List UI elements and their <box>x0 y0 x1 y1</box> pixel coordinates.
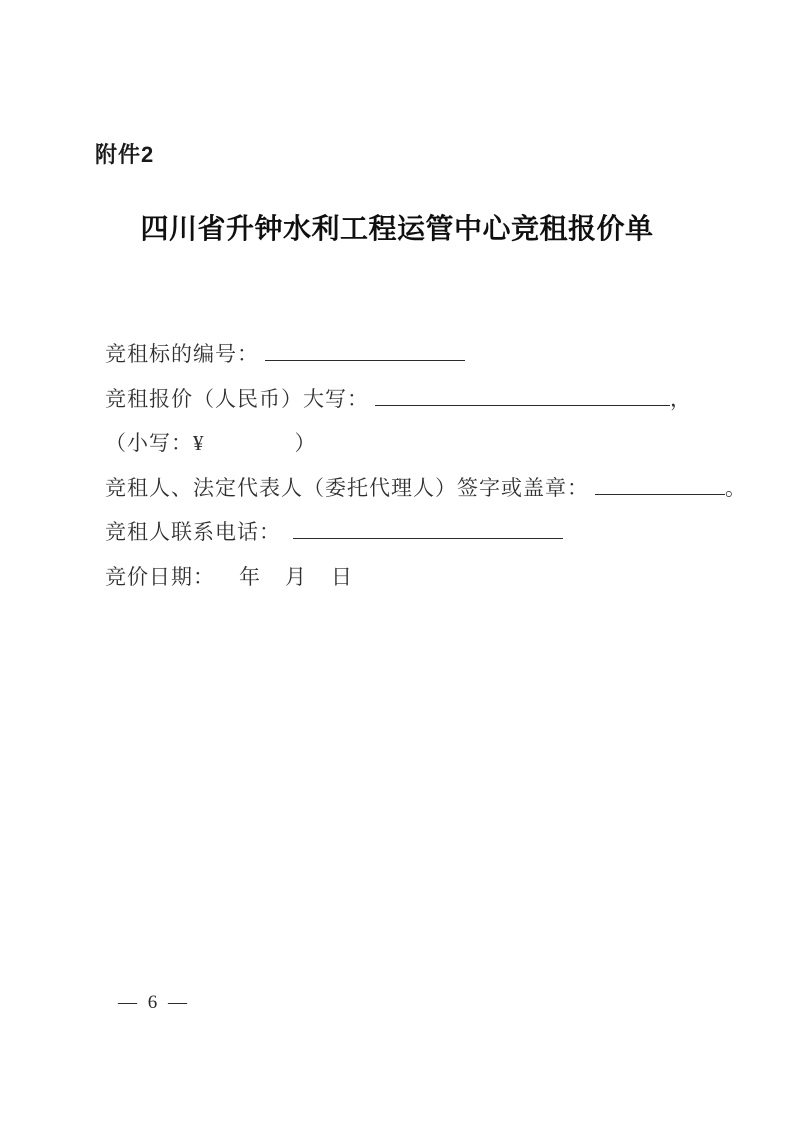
bid-number-label: 竞租标的编号： <box>105 342 259 366</box>
quote-uppercase-label: 竞租报价（人民币）大写： <box>105 386 369 411</box>
bid-date-year-label: 年 <box>239 564 261 589</box>
form-line-bid-date <box>105 555 744 600</box>
quote-uppercase-blank <box>375 400 670 406</box>
page-title: 四川省升钟水利工程运管中心竞租报价单 <box>140 214 654 245</box>
bid-date-label: 竞价日期： <box>105 564 215 589</box>
quote-uppercase-suffix: ， <box>670 386 692 411</box>
bid-number-blank <box>265 355 465 361</box>
signature-blank <box>595 489 725 495</box>
form-line-quote-lowercase <box>105 421 744 466</box>
form-line-bid-number <box>105 332 744 377</box>
form-line-quote-uppercase <box>105 377 744 422</box>
signature-label: 竞租人、法定代表人（委托代理人）签字或盖章： <box>105 475 589 500</box>
bid-date-month-label: 月 <box>285 564 307 589</box>
contact-phone-label: 竞租人联系电话： <box>105 520 281 544</box>
quote-lowercase-closing-paren: ） <box>294 431 317 455</box>
quotation-form <box>105 332 747 599</box>
bid-date-day-label: 日 <box>331 564 353 589</box>
page-number-footer: — 6 — <box>118 992 190 1013</box>
form-line-contact-phone <box>105 510 744 555</box>
attachment-label: 附件2 <box>95 142 155 167</box>
quote-lowercase-label: （小写：¥ <box>105 431 205 455</box>
form-line-signature <box>105 466 747 511</box>
contact-phone-blank <box>293 533 563 539</box>
signature-suffix: 。 <box>725 475 747 500</box>
